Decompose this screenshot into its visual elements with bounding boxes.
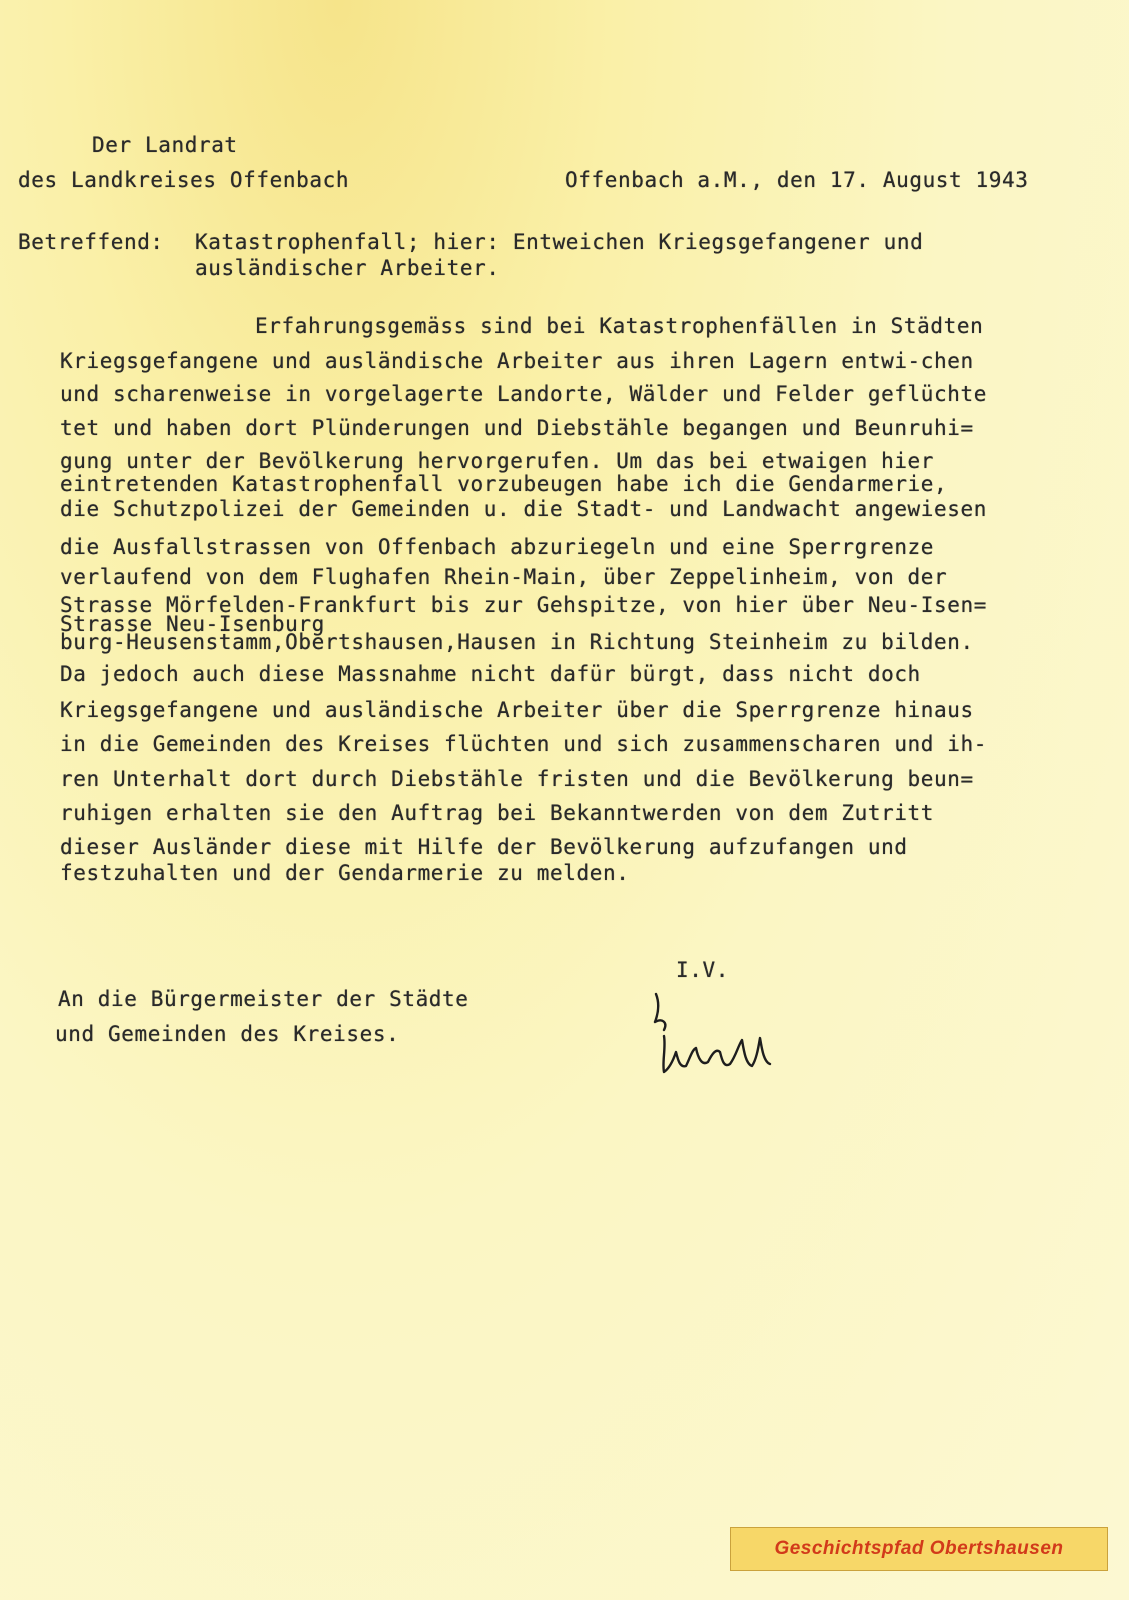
body-line: die Schutzpolizei der Gemeinden u. die Stadt- und Landwacht angewiesen — [60, 497, 988, 521]
body-line: gung unter der Bevölkerung hervorgerufen. Um das bei etwaigen hier — [60, 449, 935, 473]
body-line: verlaufend von dem Flughafen Rhein-Main, über Zeppelinheim, von der — [60, 565, 948, 589]
body-line: Kriegsgefangene und ausländische Arbeiter aus ihren Lagern entwi-chen — [60, 349, 974, 373]
body-line: tet und haben dort Plünderungen und Diebstähle begangen und Beunruhi= — [60, 416, 974, 440]
body-line: Strasse Mörfelden-Frankfurt bis zur Gehspitze, von hier über Neu-Isen= — [60, 593, 988, 617]
body-line: burg-Heusenstamm,Obertshausen,Hausen in Richtung Steinheim zu bilden. — [60, 630, 974, 654]
recipients-line-1: An die Bürgermeister der Städte — [58, 987, 469, 1011]
body-line: ruhigen erhalten sie den Auftrag bei Bekanntwerden von dem Zutritt — [60, 801, 935, 825]
watermark-text: Geschichtspfad Obertshausen — [774, 1538, 1064, 1559]
body-line: Erfahrungsgemäss sind bei Katastrophenfällen in Städten — [255, 314, 984, 338]
subject-line-2: ausländischer Arbeiter. — [195, 256, 500, 280]
iv-mark: I.V. — [676, 958, 729, 982]
handwritten-signature — [652, 988, 782, 1093]
body-line: eintretenden Katastrophenfall vorzubeugen habe ich die Gendarmerie, — [60, 472, 948, 496]
subject-label: Betreffend: — [18, 230, 164, 254]
body-line: die Ausfallstrassen von Offenbach abzuriegeln und eine Sperrgrenze — [60, 535, 935, 559]
body-line: ren Unterhalt dort durch Diebstähle fristen und die Bevölkerung beun= — [60, 767, 974, 791]
body-line-overtyped: Strasse Neu-Isenburg — [60, 612, 325, 636]
body-line: Da jedoch auch diese Massnahme nicht dafür bürgt, dass nicht doch — [60, 662, 921, 686]
body-line: dieser Ausländer diese mit Hilfe der Bevölkerung aufzufangen und — [60, 835, 908, 859]
subject-line-1: Katastrophenfall; hier: Entweichen Kriegsgefangener und — [195, 230, 924, 254]
body-line: festzuhalten und der Gendarmerie zu melden. — [60, 861, 630, 885]
archive-watermark-logo — [730, 1527, 1108, 1571]
place-date: Offenbach a.M., den 17. August 1943 — [565, 168, 1029, 192]
sender-office: des Landkreises Offenbach — [18, 168, 350, 192]
body-line: Kriegsgefangene und ausländische Arbeiter über die Sperrgrenze hinaus — [60, 698, 974, 722]
sender-title: Der Landrat — [92, 133, 238, 157]
recipients-line-2: und Gemeinden des Kreises. — [55, 1022, 400, 1046]
body-line: und scharenweise in vorgelagerte Landorte, Wälder und Felder geflüchte — [60, 382, 988, 406]
body-line: in die Gemeinden des Kreises flüchten und sich zusammenscharen und ih- — [60, 732, 988, 756]
